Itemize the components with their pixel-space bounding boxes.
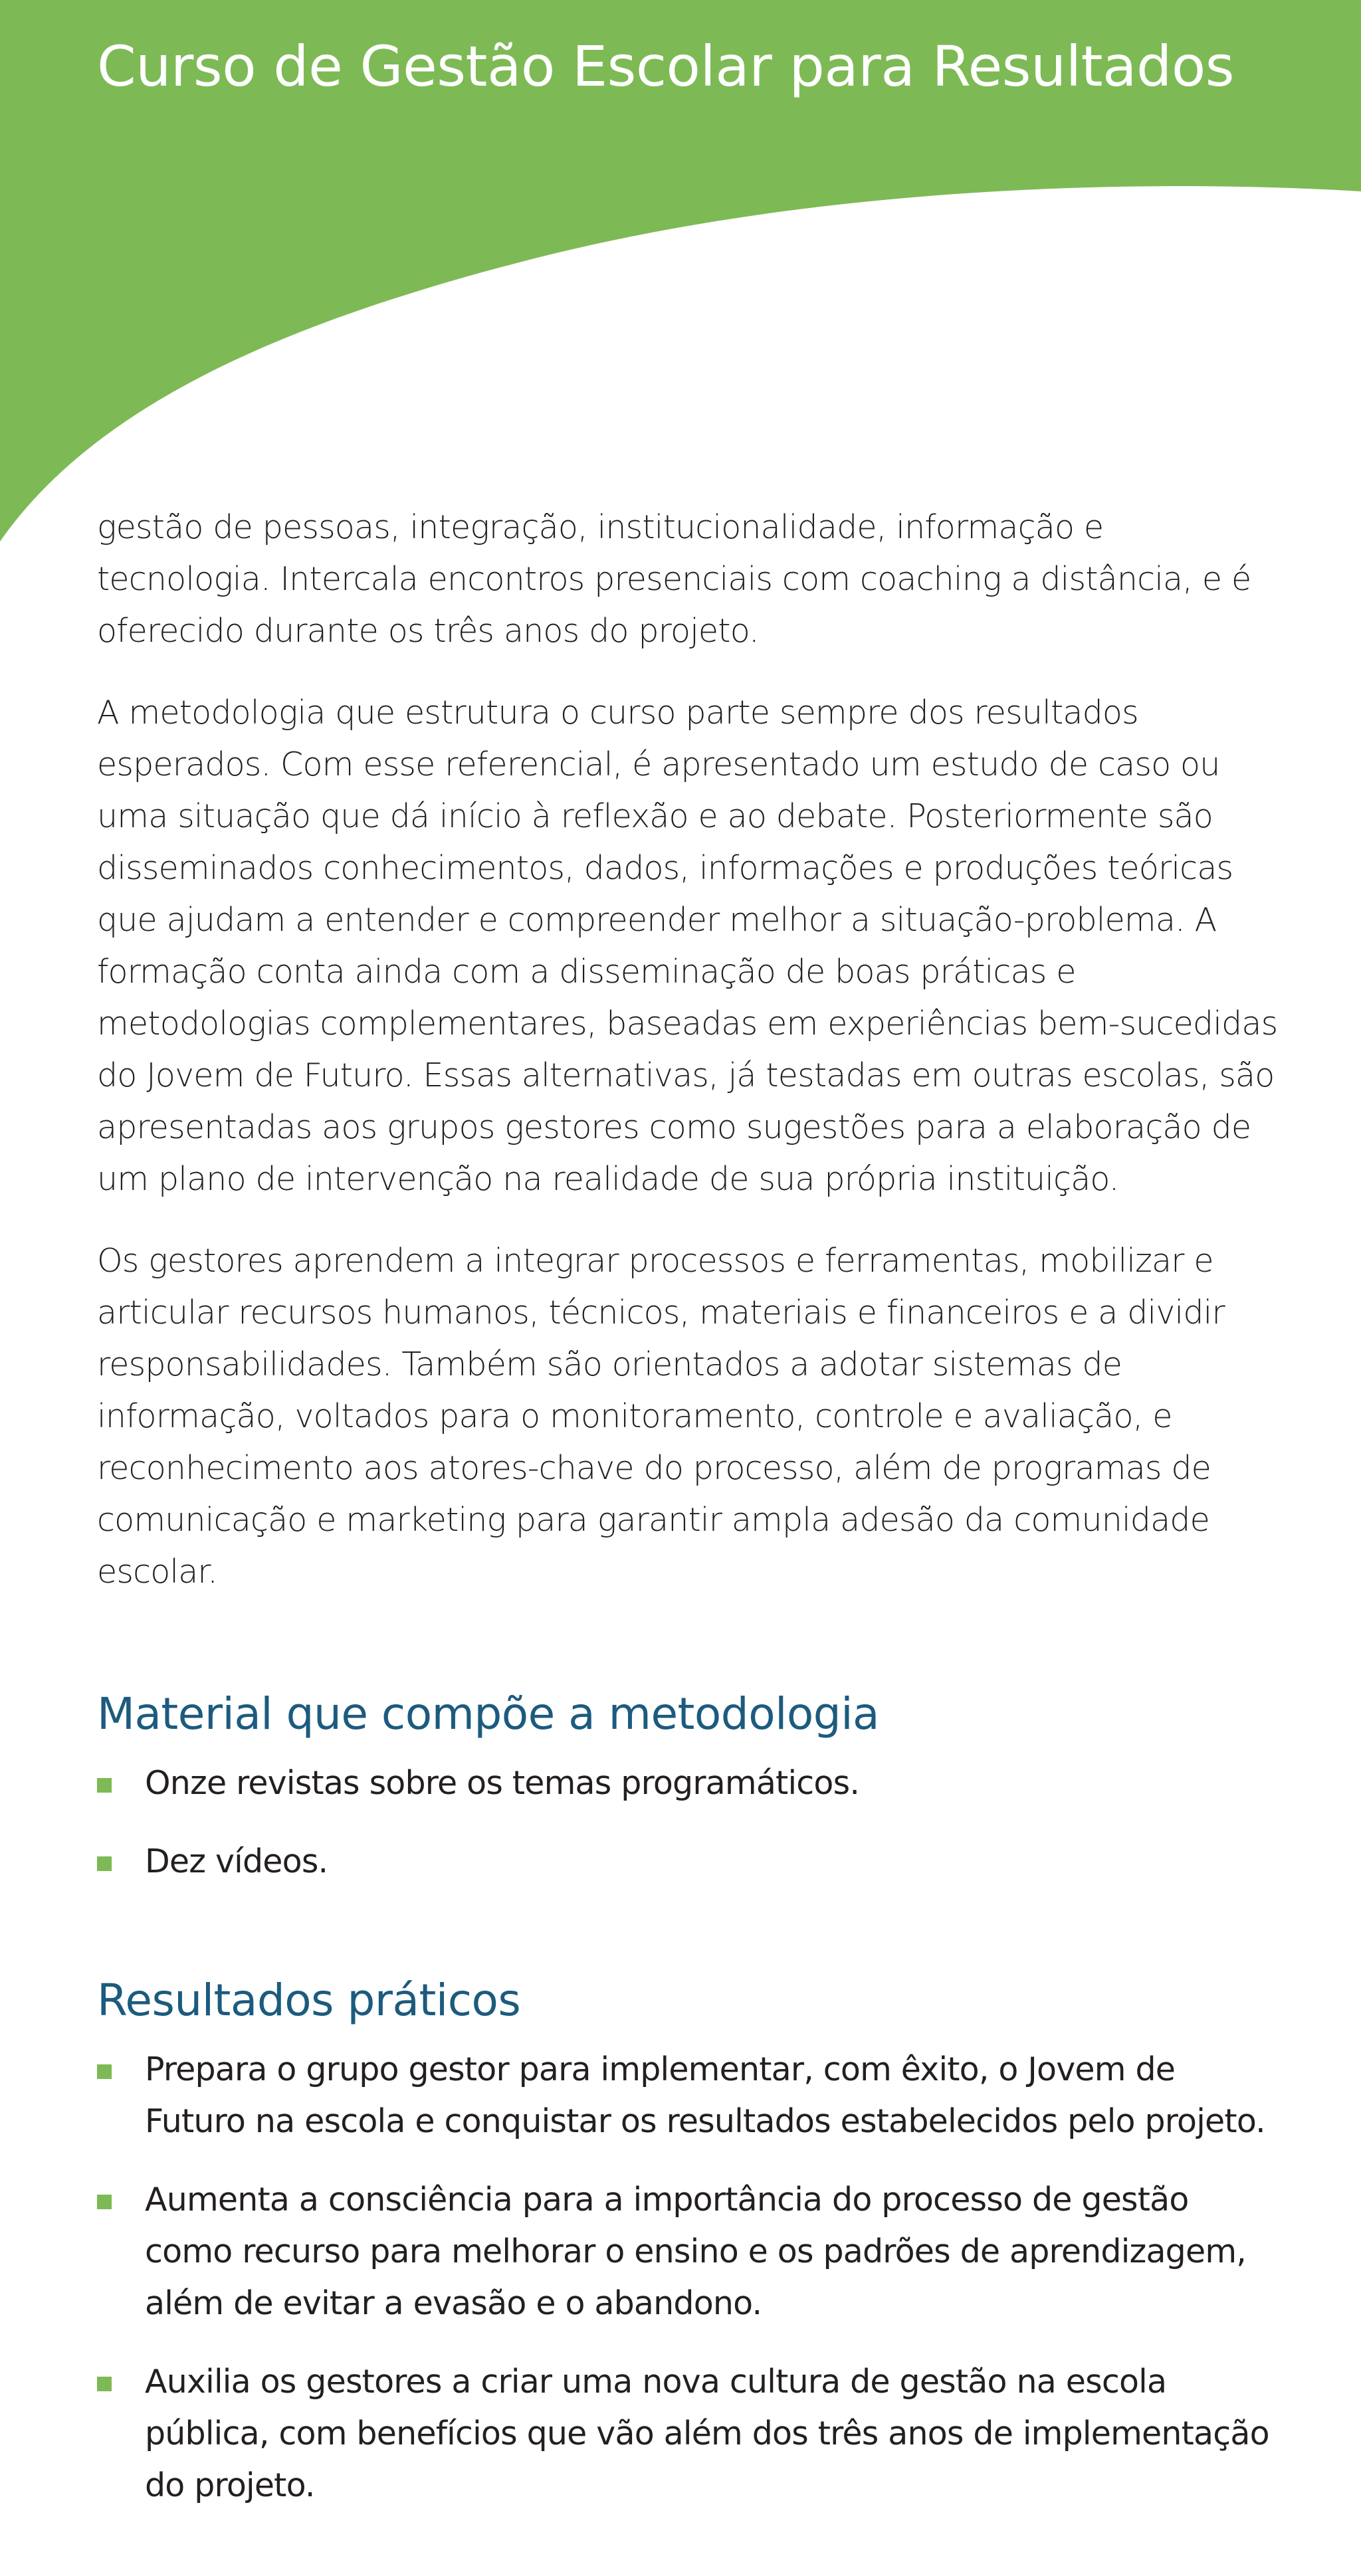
list-item-text: Dez vídeos. [145, 1842, 328, 1880]
results-section [97, 1971, 1280, 2512]
main-content [97, 502, 1280, 2538]
square-bullet-icon [97, 1856, 112, 1871]
list-item [97, 2174, 1280, 2329]
results-list [97, 2044, 1280, 2512]
material-section-title: Material que compõe a metodologia [97, 1688, 879, 1739]
results-section-title: Resultados práticos [97, 1975, 521, 2026]
list-item-text: Onze revistas sobre os temas programáticos. [145, 1764, 860, 1802]
list-item [97, 1757, 1280, 1809]
square-bullet-icon [97, 2064, 112, 2079]
list-item-text: Auxilia os gestores a criar uma nova cultura de gestão na escola pública, com benefícios que vão além dos três anos de implementação do projeto. [145, 2363, 1269, 2504]
methodology-paragraph: A metodologia que estrutura o curso parte sempre dos resultados esperados. Com esse referencial, é apresentado um estudo de caso ou uma situação que dá início à reflexão e ao debate. Posteriormente são disseminados conhecimentos, dados, informações e produções teóricas que ajudam a entender e compreender melhor a situação-problema. A formação conta ainda com a disseminação de boas práticas e metodologias complementares, baseadas em experiências bem-sucedidas do Jovem de Futuro. Essas alternativas, já testadas em outras escolas, são apresentadas aos grupos gestores como sugestões para a elaboração de um plano de intervenção na realidade de sua própria instituição. [97, 694, 1278, 1198]
managers-paragraph: Os gestores aprendem a integrar processos e ferramentas, mobilizar e articular recursos humanos, técnicos, materiais e financeiros e a dividir responsabilidades. Também são orientados a adotar sistemas de informação, voltados para o monitoramento, controle e avaliação, e reconhecimento aos atores-chave do processo, além de programas de comunicação e marketing para garantir ampla adesão da comunidade escolar. [97, 1242, 1225, 1591]
list-item [97, 2044, 1280, 2147]
square-bullet-icon [97, 2377, 112, 2391]
section-spacer [97, 1914, 1280, 1971]
material-section [97, 1684, 1280, 1888]
square-bullet-icon [97, 2195, 112, 2209]
page-title: Curso de Gestão Escolar para Resultados [97, 34, 1234, 99]
material-list [97, 1757, 1280, 1888]
list-item-text: Prepara o grupo gestor para implementar, com êxito, o Jovem de Futuro na escola e conquistar os resultados estabelecidos pelo projeto. [145, 2050, 1265, 2140]
list-item [97, 1836, 1280, 1888]
list-item-text: Aumenta a consciência para a importância do processo de gestão como recurso para melhorar o ensino e os padrões de aprendizagem, além de evitar a evasão e o abandono. [145, 2181, 1247, 2322]
square-bullet-icon [97, 1778, 112, 1793]
list-item [97, 2356, 1280, 2512]
intro-paragraph: gestão de pessoas, integração, institucionalidade, informação e tecnologia. Intercala encontros presenciais com coaching a distância, e é oferecido durante os três anos do projeto. [97, 508, 1251, 650]
section-spacer [97, 1628, 1280, 1684]
